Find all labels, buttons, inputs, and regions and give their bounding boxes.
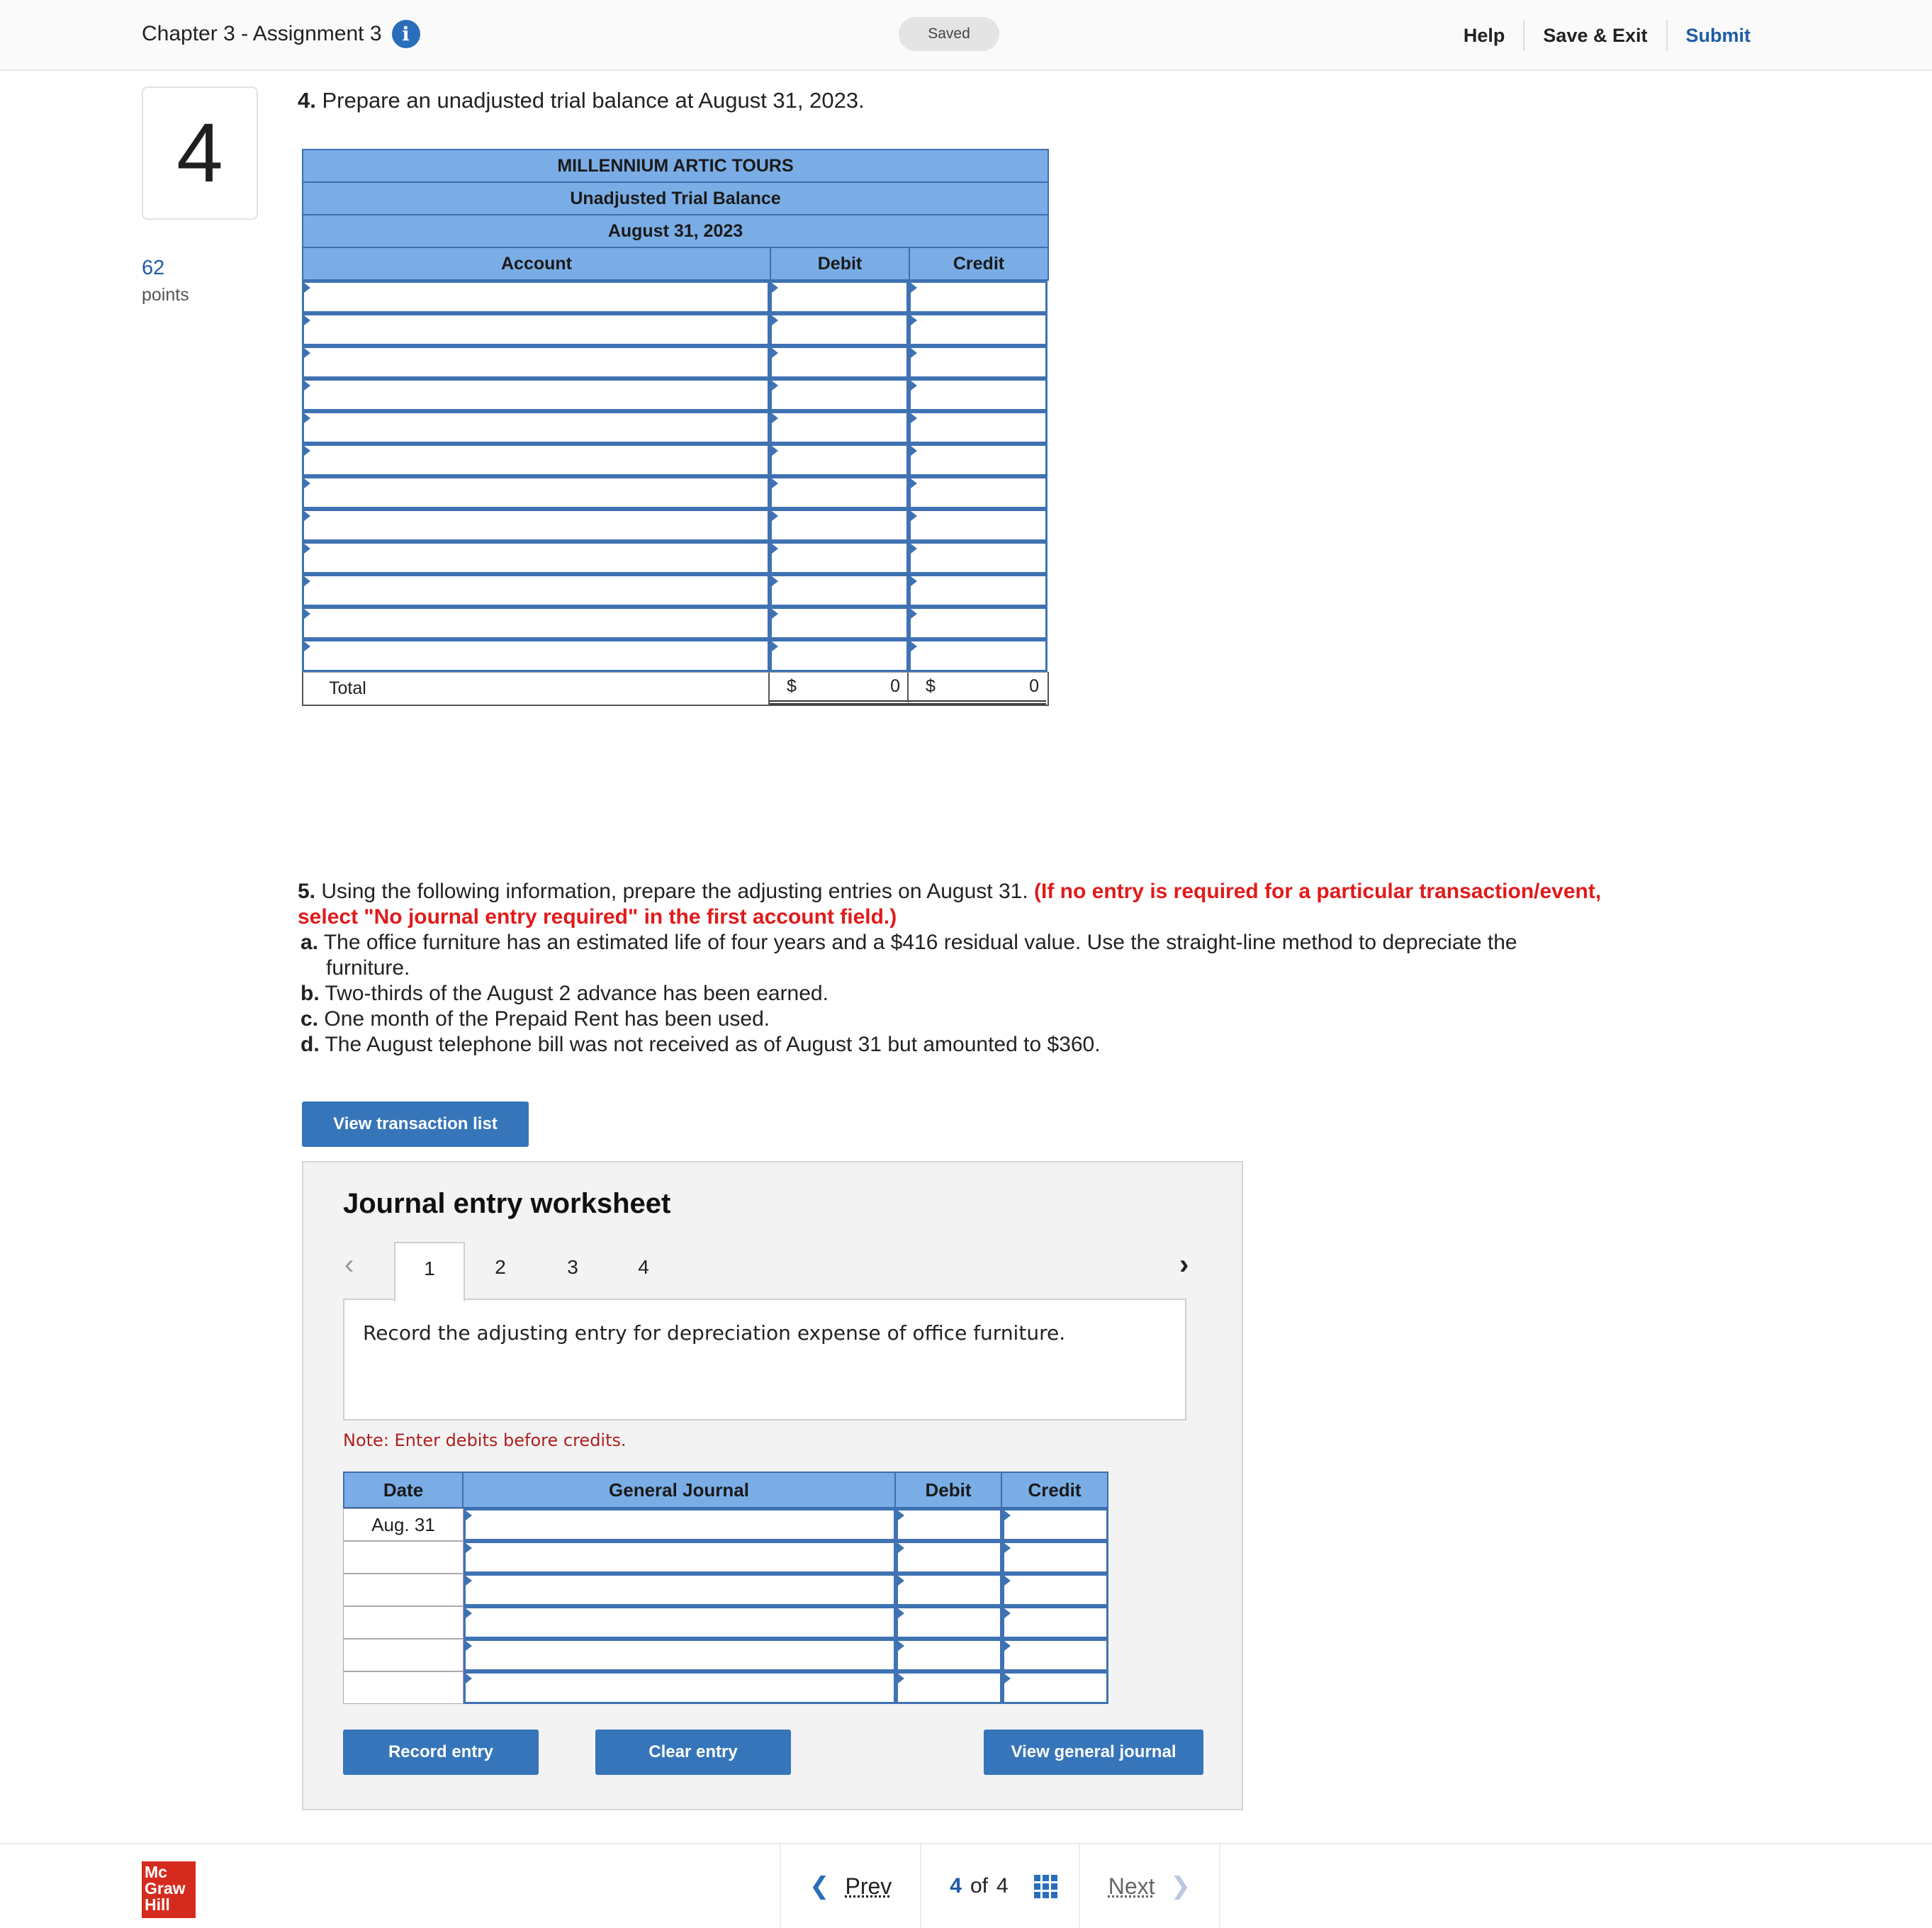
q5-item-a bbox=[298, 930, 1602, 955]
dropdown-marker-icon bbox=[304, 348, 310, 358]
tb-account-input[interactable] bbox=[302, 444, 770, 476]
gj-input-row bbox=[343, 1671, 1108, 1704]
tb-account-input[interactable] bbox=[302, 639, 770, 672]
q5-intro bbox=[298, 879, 1602, 930]
logo-line: Hill bbox=[145, 1895, 170, 1914]
tb-input-row bbox=[302, 444, 1049, 476]
gj-input-row bbox=[343, 1574, 1108, 1606]
gj-column-headers bbox=[343, 1472, 1108, 1508]
tb-debit-input[interactable] bbox=[770, 574, 909, 607]
tb-account-input[interactable] bbox=[302, 346, 770, 379]
tb-credit-input[interactable] bbox=[909, 444, 1048, 476]
gj-debit-input[interactable] bbox=[896, 1574, 1002, 1606]
tb-credit-input[interactable] bbox=[909, 476, 1048, 509]
gj-account-input[interactable] bbox=[464, 1541, 896, 1574]
dropdown-marker-icon bbox=[1004, 1543, 1011, 1553]
dropdown-marker-icon bbox=[911, 609, 917, 619]
save-exit-link[interactable]: Save & Exit bbox=[1543, 24, 1648, 46]
gj-credit-input[interactable] bbox=[1002, 1639, 1108, 1671]
item-text: Two-thirds of the August 2 advance has been earned. bbox=[325, 982, 829, 1005]
tb-col-account: Account bbox=[303, 248, 771, 279]
dropdown-marker-icon bbox=[898, 1641, 904, 1651]
tb-account-input[interactable] bbox=[302, 379, 770, 411]
gj-input-row bbox=[343, 1508, 1108, 1541]
worksheet-note: Note: Enter debits before credits. bbox=[343, 1430, 627, 1450]
next-label: Next bbox=[1108, 1873, 1155, 1899]
tb-debit-input[interactable] bbox=[770, 509, 909, 542]
tb-debit-input[interactable] bbox=[770, 444, 909, 476]
worksheet-prev-arrow-icon[interactable]: ‹ bbox=[344, 1249, 354, 1280]
item-text: The August telephone bill was not received as of August 31 but amounted to $360. bbox=[325, 1033, 1101, 1056]
tb-total-debit bbox=[770, 673, 909, 705]
dropdown-marker-icon bbox=[304, 413, 310, 423]
q5-item-c bbox=[298, 1007, 1602, 1032]
tb-debit-input[interactable] bbox=[770, 313, 909, 346]
dropdown-marker-icon bbox=[466, 1608, 472, 1618]
tb-total-debit-value: 0 bbox=[890, 676, 900, 696]
info-icon[interactable]: i bbox=[392, 20, 420, 48]
dropdown-marker-icon bbox=[911, 315, 917, 325]
dropdown-marker-icon bbox=[1004, 1511, 1011, 1520]
points-label: points bbox=[142, 285, 189, 305]
mcgraw-hill-logo bbox=[142, 1861, 196, 1918]
grid-icon[interactable] bbox=[1034, 1875, 1057, 1898]
tb-total-label: Total bbox=[303, 673, 770, 705]
tb-input-row bbox=[302, 476, 1049, 509]
tb-credit-input[interactable] bbox=[909, 639, 1048, 672]
gj-credit-input[interactable] bbox=[1002, 1606, 1108, 1639]
gj-debit-input[interactable] bbox=[896, 1671, 1002, 1704]
dropdown-marker-icon bbox=[911, 283, 917, 293]
gj-account-input[interactable] bbox=[464, 1671, 896, 1704]
worksheet-tab-2[interactable]: 2 bbox=[495, 1256, 506, 1278]
prev-label: Prev bbox=[845, 1873, 892, 1899]
item-text: One month of the Prepaid Rent has been used. bbox=[324, 1007, 770, 1031]
tb-credit-input[interactable] bbox=[909, 542, 1048, 574]
tb-account-input[interactable] bbox=[302, 542, 770, 574]
gj-date-cell bbox=[343, 1574, 464, 1606]
dropdown-marker-icon bbox=[304, 511, 310, 521]
q5-item-a-cont: furniture. bbox=[326, 956, 410, 980]
top-header bbox=[0, 0, 1932, 71]
tb-credit-input[interactable] bbox=[909, 411, 1048, 444]
trial-balance-table bbox=[302, 149, 1049, 706]
tb-company-name: MILLENNIUM ARTIC TOURS bbox=[302, 149, 1049, 181]
gj-account-input[interactable] bbox=[464, 1606, 896, 1639]
dropdown-marker-icon bbox=[304, 544, 310, 554]
q4-number: 4. bbox=[298, 88, 316, 113]
q4-prompt bbox=[298, 88, 865, 113]
tb-input-row bbox=[302, 607, 1049, 639]
tb-input-row bbox=[302, 346, 1049, 379]
dropdown-marker-icon bbox=[1004, 1576, 1011, 1586]
dropdown-marker-icon bbox=[1004, 1641, 1011, 1651]
worksheet-instruction: Record the adjusting entry for depreciation expense of office furniture. bbox=[363, 1321, 1066, 1345]
tb-debit-input[interactable] bbox=[770, 346, 909, 379]
journal-entry-worksheet bbox=[302, 1161, 1243, 1810]
dropdown-marker-icon bbox=[772, 478, 778, 488]
item-text: The office furniture has an estimated life of four years and a $416 residual value. Use the straight-line method to depreciate the bbox=[323, 931, 1517, 954]
dropdown-marker-icon bbox=[772, 315, 778, 325]
gj-debit-input[interactable] bbox=[896, 1541, 1002, 1574]
tb-rows bbox=[302, 281, 1049, 672]
q4-text: Prepare an unadjusted trial balance at August 31, 2023. bbox=[322, 88, 865, 113]
dropdown-marker-icon bbox=[304, 315, 310, 325]
tb-input-row bbox=[302, 281, 1049, 313]
q5-item-b bbox=[298, 981, 1602, 1007]
worksheet-next-arrow-icon[interactable]: › bbox=[1179, 1249, 1189, 1280]
chevron-right-icon: ❯ bbox=[1170, 1873, 1191, 1900]
dropdown-marker-icon bbox=[1004, 1608, 1011, 1618]
tb-account-input[interactable] bbox=[302, 411, 770, 444]
gj-credit-input[interactable] bbox=[1002, 1541, 1108, 1574]
tb-statement-name: Unadjusted Trial Balance bbox=[302, 181, 1049, 214]
dropdown-marker-icon bbox=[911, 478, 917, 488]
gj-date-cell bbox=[343, 1541, 464, 1574]
dropdown-marker-icon bbox=[898, 1511, 904, 1520]
dropdown-marker-icon bbox=[466, 1576, 472, 1586]
gj-debit-input[interactable] bbox=[896, 1639, 1002, 1671]
item-letter: b. bbox=[301, 982, 320, 1005]
gj-date-cell bbox=[343, 1606, 464, 1639]
dropdown-marker-icon bbox=[304, 381, 310, 391]
tb-account-input[interactable] bbox=[302, 281, 770, 313]
tb-input-row bbox=[302, 639, 1049, 672]
tb-credit-input[interactable] bbox=[909, 607, 1048, 639]
tb-column-headers bbox=[302, 247, 1049, 281]
assignment-title-area bbox=[142, 20, 420, 48]
dropdown-marker-icon bbox=[466, 1674, 472, 1683]
tb-input-row bbox=[302, 313, 1049, 346]
tb-debit-input[interactable] bbox=[770, 639, 909, 672]
of-label: of bbox=[970, 1874, 989, 1898]
worksheet-tab-1[interactable]: 1 bbox=[394, 1242, 465, 1301]
points-value: 62 bbox=[142, 257, 165, 279]
tb-credit-input[interactable] bbox=[909, 346, 1048, 379]
page-counter[interactable] bbox=[921, 1874, 1078, 1898]
total-pages: 4 bbox=[996, 1874, 1009, 1898]
header-actions bbox=[1445, 20, 1769, 51]
dropdown-marker-icon bbox=[772, 641, 778, 651]
item-letter: c. bbox=[301, 1007, 319, 1031]
dropdown-marker-icon bbox=[911, 413, 917, 423]
tb-account-input[interactable] bbox=[302, 509, 770, 542]
next-question-button[interactable] bbox=[1080, 1872, 1219, 1900]
currency-symbol: $ bbox=[926, 676, 936, 696]
tb-debit-input[interactable] bbox=[770, 411, 909, 444]
dropdown-marker-icon bbox=[911, 544, 917, 554]
gj-date-cell: Aug. 31 bbox=[343, 1508, 464, 1541]
tb-account-input[interactable] bbox=[302, 313, 770, 346]
gj-date-cell bbox=[343, 1639, 464, 1671]
chevron-left-icon: ❮ bbox=[809, 1873, 830, 1900]
tb-total-row bbox=[302, 672, 1049, 706]
gj-input-row bbox=[343, 1639, 1108, 1671]
tb-debit-input[interactable] bbox=[770, 379, 909, 411]
item-letter: d. bbox=[301, 1033, 320, 1056]
dropdown-marker-icon bbox=[466, 1641, 472, 1651]
dropdown-marker-icon bbox=[466, 1543, 472, 1553]
record-entry-button[interactable]: Record entry bbox=[343, 1730, 539, 1775]
dropdown-marker-icon bbox=[772, 446, 778, 456]
gj-col-general-journal: General Journal bbox=[464, 1473, 896, 1507]
tb-input-row bbox=[302, 542, 1049, 574]
gj-col-date: Date bbox=[344, 1473, 464, 1507]
tb-debit-input[interactable] bbox=[770, 542, 909, 574]
gj-account-input[interactable] bbox=[464, 1639, 896, 1671]
dropdown-marker-icon bbox=[304, 641, 310, 651]
dropdown-marker-icon bbox=[304, 478, 310, 488]
dropdown-marker-icon bbox=[911, 446, 917, 456]
tb-input-row bbox=[302, 379, 1049, 411]
dropdown-marker-icon bbox=[772, 413, 778, 423]
dropdown-marker-icon bbox=[466, 1511, 472, 1520]
dropdown-marker-icon bbox=[911, 641, 917, 651]
gj-credit-input[interactable] bbox=[1002, 1671, 1108, 1704]
dropdown-marker-icon bbox=[772, 348, 778, 358]
dropdown-marker-icon bbox=[911, 511, 917, 521]
worksheet-tab-3[interactable]: 3 bbox=[567, 1256, 578, 1278]
footer-bar bbox=[0, 1843, 1932, 1928]
assignment-title: Chapter 3 - Assignment 3 bbox=[142, 22, 382, 45]
dropdown-marker-icon bbox=[304, 609, 310, 619]
general-journal-table bbox=[343, 1472, 1108, 1704]
question-pager bbox=[780, 1844, 1220, 1928]
gj-account-input[interactable] bbox=[464, 1574, 896, 1606]
tb-credit-input[interactable] bbox=[909, 313, 1048, 346]
gj-col-debit: Debit bbox=[896, 1473, 1002, 1507]
tb-credit-input[interactable] bbox=[909, 379, 1048, 411]
tb-debit-input[interactable] bbox=[770, 281, 909, 313]
tb-col-credit: Credit bbox=[953, 253, 1005, 274]
gj-credit-input[interactable] bbox=[1002, 1574, 1108, 1606]
dropdown-marker-icon bbox=[772, 544, 778, 554]
worksheet-tab-4[interactable]: 4 bbox=[638, 1256, 649, 1278]
dropdown-marker-icon bbox=[772, 283, 778, 293]
q5-prompt bbox=[298, 879, 1602, 1058]
logo-line: Graw bbox=[145, 1879, 186, 1898]
tb-account-input[interactable] bbox=[302, 607, 770, 639]
tb-total-credit-value: 0 bbox=[1029, 676, 1039, 696]
q5-text: Using the following information, prepare the adjusting entries on August 31. bbox=[321, 880, 1028, 903]
dropdown-marker-icon bbox=[898, 1576, 904, 1586]
tb-credit-input[interactable] bbox=[909, 509, 1048, 542]
dropdown-marker-icon bbox=[304, 446, 310, 456]
worksheet-instruction-box bbox=[343, 1299, 1186, 1420]
gj-input-row bbox=[343, 1541, 1108, 1574]
dropdown-marker-icon bbox=[1004, 1674, 1011, 1683]
tb-account-input[interactable] bbox=[302, 476, 770, 509]
gj-credit-input[interactable] bbox=[1002, 1508, 1108, 1541]
tb-total-credit bbox=[909, 673, 1046, 705]
question-number-box: 4 bbox=[142, 86, 258, 220]
tb-input-row bbox=[302, 509, 1049, 542]
gj-debit-input[interactable] bbox=[896, 1606, 1002, 1639]
gj-col-credit: Credit bbox=[1028, 1479, 1082, 1501]
submit-link[interactable]: Submit bbox=[1685, 24, 1751, 46]
clear-entry-button[interactable]: Clear entry bbox=[595, 1730, 791, 1775]
current-page: 4 bbox=[950, 1874, 962, 1898]
logo-line: Mc bbox=[145, 1863, 167, 1881]
gj-debit-input[interactable] bbox=[896, 1508, 1002, 1541]
dropdown-marker-icon bbox=[898, 1543, 904, 1553]
gj-rows bbox=[343, 1508, 1108, 1704]
view-general-journal-button[interactable]: View general journal bbox=[984, 1730, 1203, 1775]
tb-account-input[interactable] bbox=[302, 574, 770, 607]
dropdown-marker-icon bbox=[898, 1674, 904, 1683]
dropdown-marker-icon bbox=[911, 348, 917, 358]
pager-divider bbox=[1219, 1844, 1220, 1928]
help-link[interactable]: Help bbox=[1463, 24, 1505, 46]
q5-item-d bbox=[298, 1032, 1602, 1058]
saved-status-badge: Saved bbox=[899, 17, 999, 51]
dropdown-marker-icon bbox=[772, 511, 778, 521]
gj-input-row bbox=[343, 1606, 1108, 1639]
dropdown-marker-icon bbox=[898, 1608, 904, 1618]
dropdown-marker-icon bbox=[772, 576, 778, 586]
tb-credit-input[interactable] bbox=[909, 281, 1048, 313]
prev-question-button[interactable] bbox=[781, 1872, 920, 1900]
dropdown-marker-icon bbox=[772, 381, 778, 391]
view-transaction-list-button[interactable]: View transaction list bbox=[302, 1102, 529, 1147]
tb-input-row bbox=[302, 574, 1049, 607]
gj-account-input[interactable] bbox=[464, 1508, 896, 1541]
tb-debit-input[interactable] bbox=[770, 476, 909, 509]
q5-number: 5. bbox=[298, 880, 316, 903]
dropdown-marker-icon bbox=[304, 576, 310, 586]
dropdown-marker-icon bbox=[911, 381, 917, 391]
tb-input-row bbox=[302, 411, 1049, 444]
dropdown-marker-icon bbox=[911, 576, 917, 586]
tb-debit-input[interactable] bbox=[770, 607, 909, 639]
tb-statement-date: August 31, 2023 bbox=[302, 214, 1049, 247]
tb-credit-input[interactable] bbox=[909, 574, 1048, 607]
currency-symbol: $ bbox=[787, 676, 797, 696]
dropdown-marker-icon bbox=[772, 609, 778, 619]
dropdown-marker-icon bbox=[304, 283, 310, 293]
q5-red-note: (If no entry is required for a particular transaction/event, select "No journal entry required" in the first account field.) bbox=[298, 880, 1602, 929]
worksheet-title: Journal entry worksheet bbox=[343, 1188, 671, 1219]
item-letter: a. bbox=[301, 931, 319, 954]
tb-col-debit: Debit bbox=[771, 248, 910, 279]
gj-date-cell bbox=[343, 1671, 464, 1704]
